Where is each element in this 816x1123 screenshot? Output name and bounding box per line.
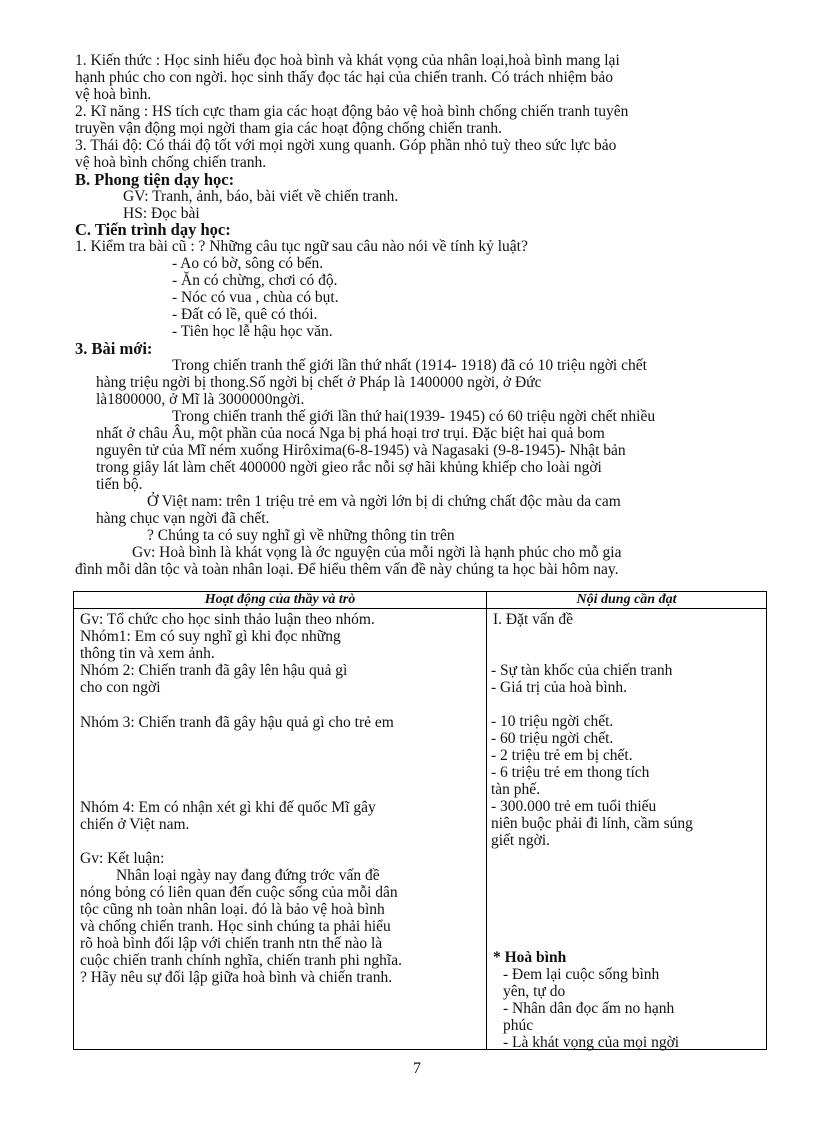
proverb: - Ao có bờ, sông có bến.: [172, 255, 324, 272]
content-line: - Nhân dân đọc ấm no hạnh: [503, 1000, 675, 1017]
content-line: I. Đặt vấn đề: [493, 611, 574, 628]
content-line: - 2 triệu trẻ em bị chết.: [491, 747, 633, 764]
content-line: * Hoà bình: [493, 949, 567, 966]
content-line: giết ngời.: [491, 832, 550, 849]
activity-line: và chống chiến tranh. Học sinh chúng ta phải hiểu: [80, 918, 391, 935]
section-b-line: HS: Đọc bài: [123, 205, 200, 222]
lesson-line: Trong chiến tranh thế giới lần thứ hai(1939- 1945) có 60 triệu ngời chết nhiều: [172, 408, 656, 425]
activity-line: thông tin và xem ảnh.: [80, 645, 215, 662]
lesson-line: Trong chiến tranh thế giới lần thứ nhất (1914- 1918) đã có 10 triệu ngời chết: [172, 357, 647, 374]
objective-line: truyền vận động mọi ngời tham gia các hoạt động chống chiến tranh.: [75, 120, 503, 137]
activity-line: tộc cũng nh toàn nhân loại. đó là bảo vệ hoà bình: [80, 901, 385, 918]
content-line: - 60 triệu ngời chết.: [491, 730, 614, 747]
content-line: - 6 triệu trẻ em thong tích: [491, 764, 650, 781]
table-header-activities: Hoạt động của thầy và trò: [74, 592, 487, 609]
lesson-line: hàng triệu ngời bị thong.Số ngời bị chết ở Pháp là 1400000 ngời, ở Đức: [96, 374, 542, 391]
activity-line: Nhân loại ngày nay đang đứng trớc vấn đề: [116, 867, 380, 884]
content-line: - Là khát vọng của mọi ngời: [503, 1034, 680, 1051]
lesson-line: Ở Việt nam: trên 1 triệu trẻ em và ngời lớn bị di chứng chất độc màu da cam: [147, 493, 621, 510]
content-line: tàn phế.: [491, 781, 541, 798]
content-line: phúc: [503, 1017, 534, 1034]
lesson-line: đình mỗi dân tộc và toàn nhân loại. Để hiểu thêm vấn đề này chúng ta học bài hôm nay.: [75, 561, 619, 578]
section-b-line: GV: Tranh, ảnh, báo, bài viết về chiến tranh.: [123, 188, 399, 205]
activity-line: nóng bỏng có liên quan đến cuộc sống của mỗi dân: [80, 884, 398, 901]
proverb: - Nóc có vua , chùa có bụt.: [172, 289, 339, 306]
check-question: 1. Kiểm tra bài cũ : ? Những câu tục ngữ sau câu nào nói về tính kỷ luật?: [75, 238, 528, 255]
content-line: yên, tự do: [503, 983, 566, 1000]
page-number: 7: [413, 1060, 421, 1077]
activity-line: Nhóm 4: Em có nhận xét gì khi đế quốc Mĩ gây: [80, 799, 376, 816]
activity-line: cho con ngời: [80, 679, 161, 696]
activity-line: Gv: Tổ chức cho học sinh thảo luận theo nhóm.: [80, 611, 375, 628]
lesson-line: Gv: Hoà bình là khát vọng là ớc nguyện của mỗi ngời là hạnh phúc cho mỗ gia: [132, 544, 622, 561]
activity-table: [73, 591, 767, 1050]
activity-line: Nhóm 2: Chiến tranh đã gây lên hậu quả gì: [80, 662, 348, 679]
proverb: - Ăn có chừng, chơi có độ.: [172, 272, 338, 289]
content-line: - 10 triệu ngời chết.: [491, 713, 614, 730]
objective-line: vệ hoà bình.: [75, 86, 152, 103]
lesson-line: tiến bộ.: [96, 476, 143, 493]
activity-line: ? Hãy nêu sự đối lập giữa hoà bình và chiến tranh.: [80, 969, 393, 986]
proverb: - Đất có lề, quê có thói.: [172, 306, 318, 323]
content-line: - Sự tàn khốc của chiến tranh: [491, 662, 673, 679]
lesson-line: trong giây lát làm chết 400000 ngời gieo rắc nỗi sợ hãi khủng khiếp cho loài ngời: [96, 459, 602, 476]
content-line: niên buộc phải đi lính, cầm súng: [491, 815, 693, 832]
lesson-line: hàng chục vạn ngời đã chết.: [96, 510, 270, 527]
objective-line: vệ hoà bình chống chiến tranh.: [75, 154, 267, 171]
content-line: - Giá trị của hoà bình.: [491, 679, 628, 696]
lesson-line: ? Chúng ta có suy nghĩ gì về những thông tin trên: [147, 527, 455, 544]
activity-line: cuộc chiến tranh chính nghĩa, chiến tranh phi nghĩa.: [80, 952, 402, 969]
content-line: - 300.000 trẻ em tuổi thiếu: [491, 798, 657, 815]
activity-line: Nhóm1: Em có suy nghĩ gì khi đọc những: [80, 628, 341, 645]
section-b-heading: B. Phong tiện dạy học:: [75, 170, 235, 189]
section-3-heading: 3. Bài mới:: [75, 339, 153, 358]
section-c-heading: C. Tiến trình dạy học:: [75, 220, 231, 239]
table-header-content: Nội dung cần đạt: [487, 592, 767, 609]
activity-line: rõ hoà bình đối lập với chiến tranh ntn thế nào là: [80, 935, 383, 952]
content-line: - Đem lại cuộc sống bình: [503, 966, 660, 983]
objective-line: 2. Kĩ năng : HS tích cực tham gia các hoạt động bảo vệ hoà bình chống chiến tranh tuyên: [75, 103, 629, 120]
objective-line: 1. Kiến thức : Học sinh hiểu đọc hoà bình và khát vọng của nhân loại,hoà bình mang lại: [75, 52, 620, 69]
activity-line: chiến ở Việt nam.: [80, 816, 190, 833]
lesson-line: nguyên tử của Mĩ ném xuống Hirôxima(6-8-1945) và Nagasaki (9-8-1945)- Nhật bản: [96, 442, 626, 459]
objective-line: hạnh phúc cho con ngời. học sinh thấy đọc tác hại của chiến tranh. Có trách nhiệm bảo: [75, 69, 614, 86]
objective-line: 3. Thái độ: Có thái độ tốt với mọi ngời xung quanh. Góp phần nhỏ tuỳ theo sức lực bảo: [75, 137, 617, 154]
activity-line: Nhóm 3: Chiến tranh đã gây hậu quả gì cho trẻ em: [80, 714, 394, 731]
lesson-line: nhất ở châu Âu, một phần của nocá Nga bị phá hoại trơ trụi. Đặc biệt hai quả bom: [96, 425, 605, 442]
content-cell: [487, 609, 767, 1050]
proverb: - Tiên học lễ hậu học văn.: [172, 323, 333, 340]
lesson-line: là1800000, ở Mĩ là 3000000ngời.: [96, 391, 305, 408]
activities-cell: [74, 609, 487, 1050]
activity-line: Gv: Kết luận:: [80, 850, 165, 867]
